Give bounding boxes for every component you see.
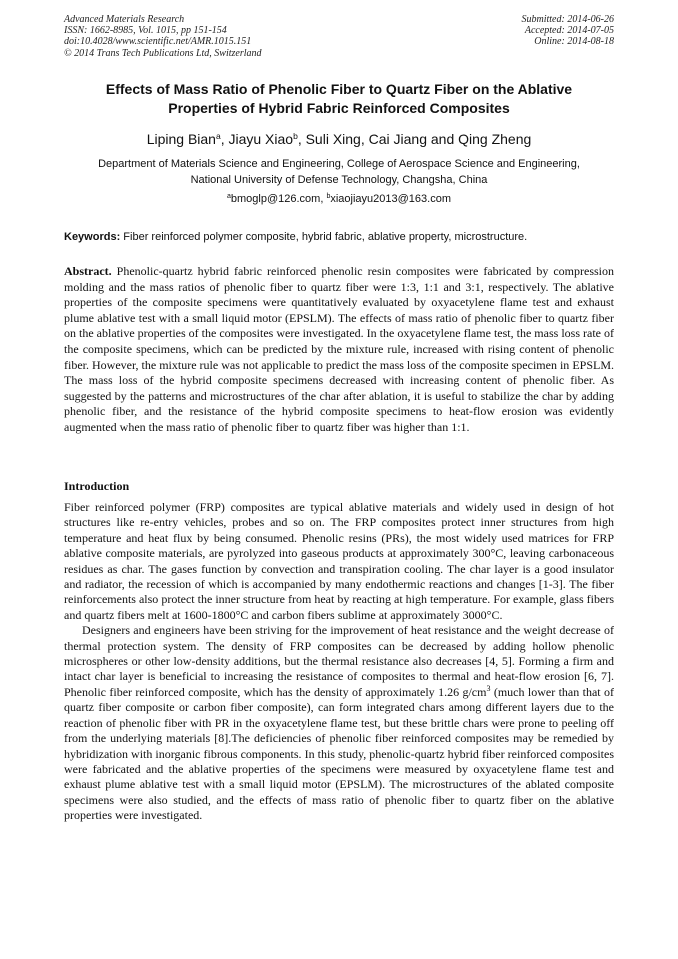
paragraph: Fiber reinforced polymer (FRP) composites are typical ablative materials and widely used in design of hot structures like re-entry vehicles, probes and so on. The FRP composites protect inner structures from high temperature and heat flux by being consumed. Phenolic resins (PRs), the most widely used matrices for FRP ablative composite materials, are pyrolyzed into gaseous products at approximately 300°C, leaving carbonaceous residues as char. The gases function by convection and transpiration cooling. The char layer is a good insulator and radiator, the recession of which is accompanied by many endothermic reactions and changes [1-3]. The fiber reinforcements also protect the inner structure from heat by reacting at high temperature. For example, glass fibers and quartz fibers melt at 1600-1800°C and carbon fibers sublime at approximately 3000°C. [64, 500, 614, 622]
author-emails [40, 192, 638, 207]
superscript: 3 [486, 683, 491, 693]
email-link[interactable]: bmoglp@126.com [230, 193, 321, 205]
journal-header-right [522, 14, 615, 48]
abstract [64, 264, 614, 436]
affiliation-line: Department of Materials Science and Engineering, College of Aerospace Science and Engineering, [98, 158, 580, 170]
email-mark: a [226, 193, 231, 200]
affiliation-line: National University of Defense Technology, Changsha, China [190, 173, 488, 186]
accepted-date: Accepted: 2014-07-05 [524, 25, 614, 37]
email-link[interactable]: xiaojiayu2013@163.com [330, 193, 451, 205]
author-affiliation-mark: a [215, 131, 221, 141]
paragraph-text: (much lower than that of quartz fiber composite or carbon fiber composite), can form integrated chars among different layers due to the reaction of phenolic fiber with PR in the oxyacetylene flame test, but these brittle chars were prone to peeling off from the underlying materials [8].The deficiencies of phenolic fiber reinforced composites may be remedied by hybridization with inorganic fibrous components. In this study, phenolic-quartz hybrid fiber reinforced composites were fabricated and the ablative properties of the specimens were measured by oxyacetylene flame test and exhaust plume ablative test with a small liquid motor (EPSLM). The microstructures of the ablated composite specimens were also studied, and the effects of mass ratio of phenolic fiber to quartz fiber on the ablative properties were investigated. [64, 684, 615, 823]
keywords-label: Keywords: [64, 231, 121, 243]
journal-doi: doi:10.4028/www.scientific.net/AMR.1015.151 [64, 36, 252, 48]
author-name: Jiayu Xiao [228, 131, 294, 147]
author-affiliation-mark: b [293, 131, 298, 141]
section-heading-introduction: Introduction [64, 479, 130, 493]
author-names-rest: , Suli Xing, Cai Jiang and Qing Zheng [297, 131, 532, 147]
paragraph-text: Designers and engineers have been striving for the improvement of heat resistance and the weight decrease of thermal protection system. The density of FRP composites can be decreased by adding hollow phenolic microspheres or other low-density additions, but the thermal resistance also decreases [4, 5]. Forming a firm and intact char layer is beneficial to increasing the resistance of composites to thermal and heat-flow erosion [6, 7]. Phenolic fiber reinforced composite, which has the density of approximately 1.26 g/cm [64, 623, 614, 699]
keywords [64, 230, 624, 245]
title-line: Properties of Hybrid Fabric Reinforced Composites [168, 100, 510, 116]
email-mark: b [326, 193, 331, 200]
online-date: Online: 2014-08-18 [534, 36, 614, 48]
submitted-date: Submitted: 2014-06-26 [521, 14, 614, 25]
journal-issn: ISSN: 1662-8985, Vol. 1015, pp 151-154 [64, 25, 227, 37]
abstract-label: Abstract. [64, 264, 112, 278]
author-list [40, 129, 638, 149]
author-separator: , [220, 131, 229, 147]
paragraph [64, 623, 614, 823]
abstract-text: Phenolic-quartz hybrid fabric reinforced phenolic resin composites were fabricated by compression molding and the mass ratios of phenolic fiber to quartz fiber were 1:3, 1:1 and 3:1, respectively. The ablative properties of the composite specimens were quantitatively evaluated by oxyacetylene flame test and exhaust plume ablative test with a small liquid motor (EPSLM). The effects of mass ratio of phenolic fiber to quartz fiber on the ablative properties of the composites were investigated. In the oxyacetylene flame test, the mass loss rate of the composite specimens, which can be predicted by the mixture rule, increased with rising content of phenolic fiber. However, the mixture rule was not applicable to predict the mass loss of the composite specimen in EPSLM. The mass loss of the hybrid composite specimens decreased with increasing content of phenolic fiber. As suggested by the patterns and microstructures of the char after ablation, it is useful to stabilize the char by adding phenolic fiber, and the resistance of the hybrid composite specimens to heat-flow erosion was evidently augmented when the mass ratio of phenolic fiber to quartz fiber was higher than 1:1. [64, 264, 614, 434]
journal-header-left [64, 14, 262, 59]
journal-name: Advanced Materials Research [64, 14, 185, 25]
introduction-body [64, 500, 614, 824]
journal-copyright: © 2014 Trans Tech Publications Ltd, Switzerland [64, 47, 262, 59]
email-separator: , [320, 193, 327, 205]
title-line: Effects of Mass Ratio of Phenolic Fiber to Quartz Fiber on the Ablative [105, 81, 573, 97]
affiliation [40, 157, 638, 188]
keywords-text: Fiber reinforced polymer composite, hybrid fabric, ablative property, microstructure. [120, 231, 528, 243]
author-name: Liping Bian [146, 131, 216, 147]
paper-title [40, 80, 638, 118]
